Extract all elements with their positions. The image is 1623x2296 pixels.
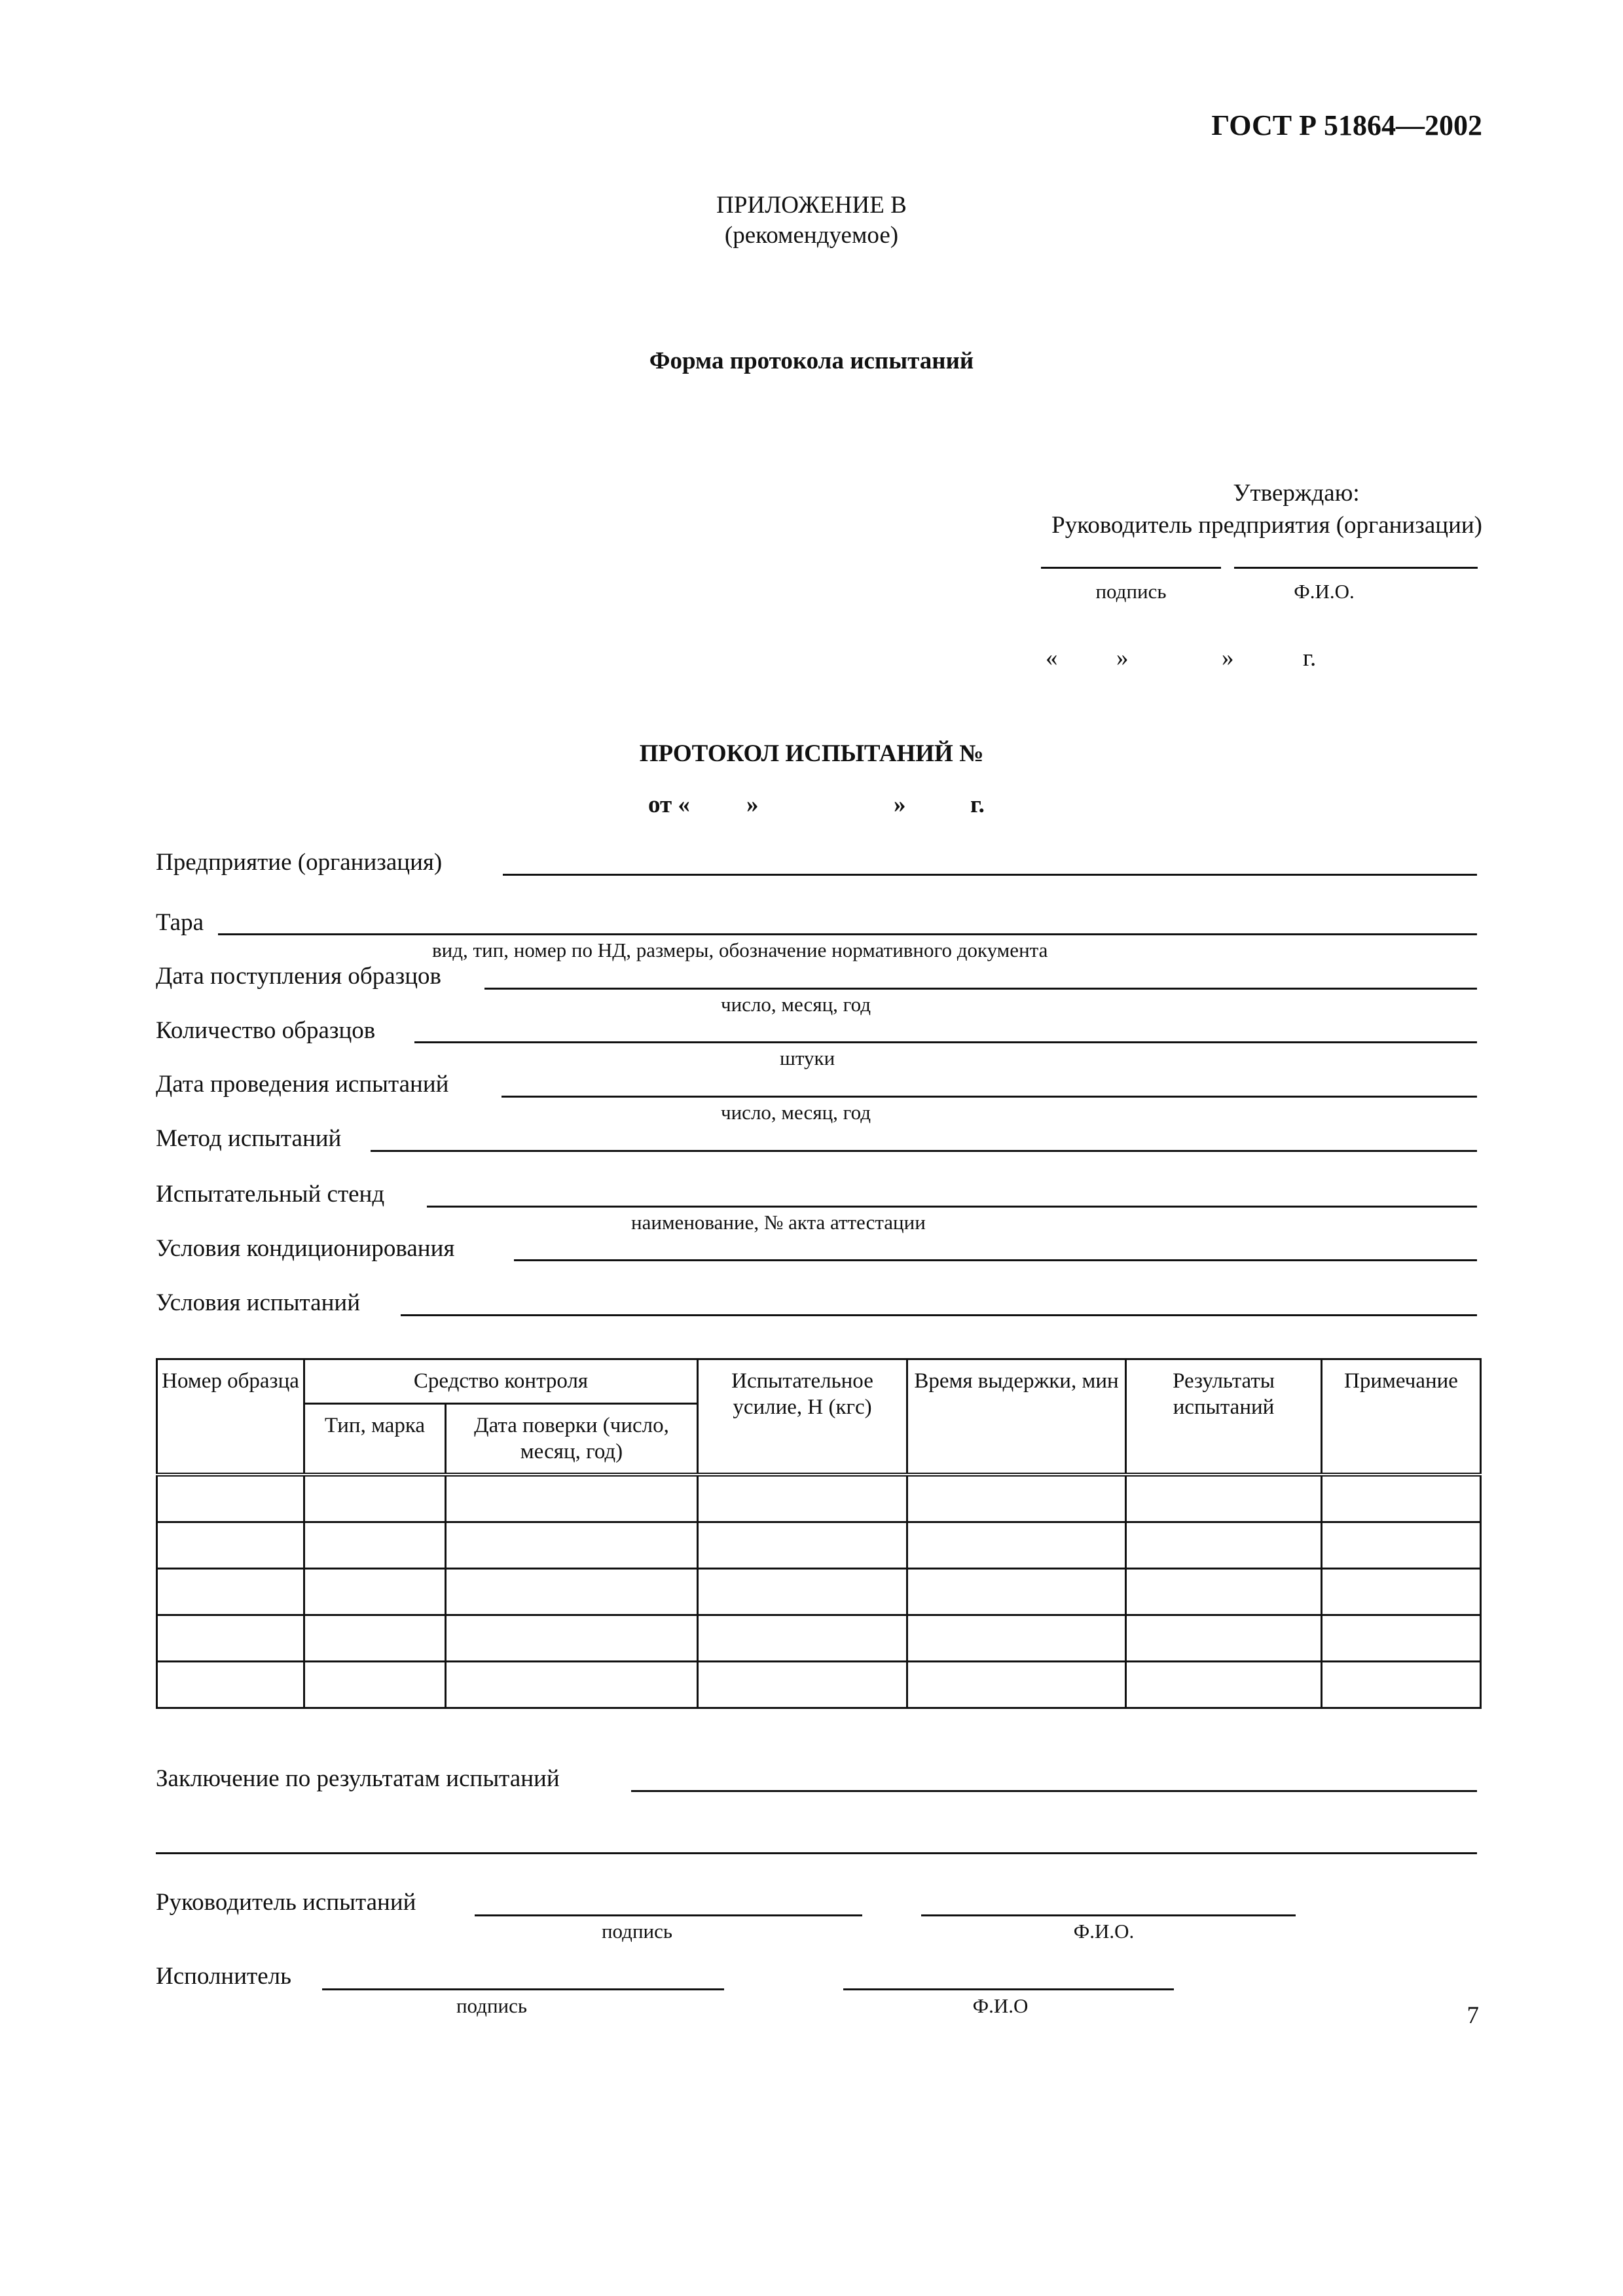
table-cell[interactable] bbox=[698, 1522, 907, 1568]
conditioning-label: Условия кондиционирования bbox=[156, 1235, 455, 1262]
table-cell[interactable] bbox=[446, 1615, 698, 1661]
table-cell[interactable] bbox=[1322, 1522, 1481, 1568]
appendix-status: (рекомендуемое) bbox=[724, 222, 899, 249]
protocol-quote-close-1: » bbox=[746, 791, 759, 818]
approval-position: Руководитель предприятия (организации) bbox=[1051, 512, 1482, 539]
table-row bbox=[157, 1522, 1481, 1568]
table-cell[interactable] bbox=[157, 1522, 304, 1568]
standard-number: ГОСТ Р 51864—2002 bbox=[1211, 109, 1482, 141]
receipt-date-hint: число, месяц, год bbox=[721, 993, 871, 1016]
table-cell[interactable] bbox=[1126, 1522, 1322, 1568]
table-row bbox=[157, 1568, 1481, 1615]
col-sample-number: Номер образца bbox=[157, 1359, 304, 1475]
lead-name-label: Ф.И.О. bbox=[1073, 1920, 1135, 1943]
executor-label: Исполнитель bbox=[156, 1963, 291, 1990]
conclusion-field-2[interactable] bbox=[156, 1852, 1477, 1854]
lead-label: Руководитель испытаний bbox=[156, 1889, 416, 1916]
container-field[interactable] bbox=[218, 933, 1477, 935]
executor-sign-field[interactable] bbox=[322, 1988, 724, 1990]
table-cell[interactable] bbox=[446, 1475, 698, 1522]
page-number: 7 bbox=[1467, 2002, 1479, 2029]
results-table bbox=[156, 1358, 1482, 1709]
appendix-title: ПРИЛОЖЕНИЕ В bbox=[716, 192, 907, 219]
table-cell[interactable] bbox=[304, 1475, 446, 1522]
approval-quote-close-2: » bbox=[1222, 645, 1234, 672]
table-cell[interactable] bbox=[1322, 1661, 1481, 1708]
table-row bbox=[157, 1615, 1481, 1661]
receipt-date-label: Дата поступления образцов bbox=[156, 963, 442, 990]
col-test-force: Испытательное усилие, Н (кгс) bbox=[698, 1359, 907, 1475]
table-cell[interactable] bbox=[1126, 1568, 1322, 1615]
test-date-label: Дата проведения испытаний bbox=[156, 1071, 449, 1098]
approval-sign-label: подпись bbox=[1095, 580, 1167, 603]
table-cell[interactable] bbox=[907, 1661, 1126, 1708]
test-method-label: Метод испытаний bbox=[156, 1125, 342, 1152]
approval-name-label: Ф.И.О. bbox=[1294, 580, 1355, 603]
col-verification-date: Дата поверки (число, месяц, год) bbox=[446, 1404, 698, 1475]
col-results: Результаты испытаний bbox=[1126, 1359, 1322, 1475]
sample-count-hint: штуки bbox=[780, 1047, 835, 1069]
table-cell[interactable] bbox=[698, 1615, 907, 1661]
approval-quote-open: « bbox=[1046, 645, 1058, 672]
executor-name-field[interactable] bbox=[843, 1988, 1174, 1990]
table-cell[interactable] bbox=[907, 1568, 1126, 1615]
table-row bbox=[157, 1661, 1481, 1708]
table-cell[interactable] bbox=[446, 1568, 698, 1615]
container-hint: вид, тип, номер по НД, размеры, обозначение нормативного документа bbox=[432, 939, 1048, 961]
table-cell[interactable] bbox=[1322, 1475, 1481, 1522]
col-hold-time: Время выдержки, мин bbox=[907, 1359, 1126, 1475]
table-cell[interactable] bbox=[698, 1661, 907, 1708]
form-title: Форма протокола испытаний bbox=[649, 348, 974, 374]
col-note: Примечание bbox=[1322, 1359, 1481, 1475]
table-cell[interactable] bbox=[1126, 1661, 1322, 1708]
table-cell[interactable] bbox=[1126, 1475, 1322, 1522]
approval-name-line bbox=[1234, 567, 1478, 569]
table-cell[interactable] bbox=[446, 1661, 698, 1708]
table-cell[interactable] bbox=[304, 1661, 446, 1708]
col-control-means: Средство контроля bbox=[304, 1359, 698, 1404]
table-cell[interactable] bbox=[157, 1661, 304, 1708]
test-conditions-label: Условия испытаний bbox=[156, 1289, 361, 1316]
protocol-quote-close-2: » bbox=[894, 791, 906, 818]
protocol-year-suffix: г. bbox=[970, 791, 985, 818]
table-cell[interactable] bbox=[157, 1568, 304, 1615]
approval-sign-line bbox=[1041, 567, 1221, 569]
test-method-field[interactable] bbox=[371, 1150, 1477, 1152]
lead-sign-field[interactable] bbox=[475, 1914, 862, 1916]
table-cell[interactable] bbox=[907, 1475, 1126, 1522]
container-label: Тара bbox=[156, 909, 204, 936]
test-date-hint: число, месяц, год bbox=[721, 1101, 871, 1124]
table-cell[interactable] bbox=[304, 1615, 446, 1661]
table-cell[interactable] bbox=[1322, 1615, 1481, 1661]
approval-quote-close-1: » bbox=[1116, 645, 1129, 672]
test-stand-hint: наименование, № акта аттестации bbox=[631, 1211, 926, 1234]
table-cell[interactable] bbox=[698, 1568, 907, 1615]
sample-count-label: Количество образцов bbox=[156, 1017, 376, 1044]
enterprise-label: Предприятие (организация) bbox=[156, 849, 443, 876]
test-conditions-field[interactable] bbox=[401, 1314, 1477, 1316]
approval-year-suffix: г. bbox=[1303, 645, 1317, 672]
table-cell[interactable] bbox=[698, 1475, 907, 1522]
test-stand-field[interactable] bbox=[427, 1206, 1477, 1208]
lead-name-field[interactable] bbox=[921, 1914, 1296, 1916]
executor-name-label: Ф.И.О bbox=[972, 1994, 1029, 2017]
conclusion-field[interactable] bbox=[631, 1790, 1477, 1792]
table-cell[interactable] bbox=[157, 1475, 304, 1522]
table-cell[interactable] bbox=[907, 1615, 1126, 1661]
table-cell[interactable] bbox=[1322, 1568, 1481, 1615]
table-cell[interactable] bbox=[1126, 1615, 1322, 1661]
table-cell[interactable] bbox=[304, 1568, 446, 1615]
table-row bbox=[157, 1475, 1481, 1522]
lead-sign-label: подпись bbox=[601, 1920, 673, 1943]
table-cell[interactable] bbox=[157, 1615, 304, 1661]
protocol-date-prefix: от « bbox=[648, 791, 690, 818]
protocol-title: ПРОТОКОЛ ИСПЫТАНИЙ № bbox=[639, 740, 984, 767]
approval-label: Утверждаю: bbox=[1233, 480, 1360, 507]
conditioning-field[interactable] bbox=[514, 1259, 1477, 1261]
sample-count-field[interactable] bbox=[414, 1041, 1477, 1043]
enterprise-field[interactable] bbox=[503, 874, 1477, 876]
conclusion-label: Заключение по результатам испытаний bbox=[156, 1765, 560, 1792]
table-cell[interactable] bbox=[446, 1522, 698, 1568]
receipt-date-field[interactable] bbox=[484, 988, 1477, 990]
table-cell[interactable] bbox=[304, 1522, 446, 1568]
test-date-field[interactable] bbox=[501, 1096, 1477, 1098]
executor-sign-label: подпись bbox=[456, 1994, 528, 2017]
test-stand-label: Испытательный стенд bbox=[156, 1181, 385, 1208]
table-cell[interactable] bbox=[907, 1522, 1126, 1568]
col-type-brand: Тип, марка bbox=[304, 1404, 446, 1475]
